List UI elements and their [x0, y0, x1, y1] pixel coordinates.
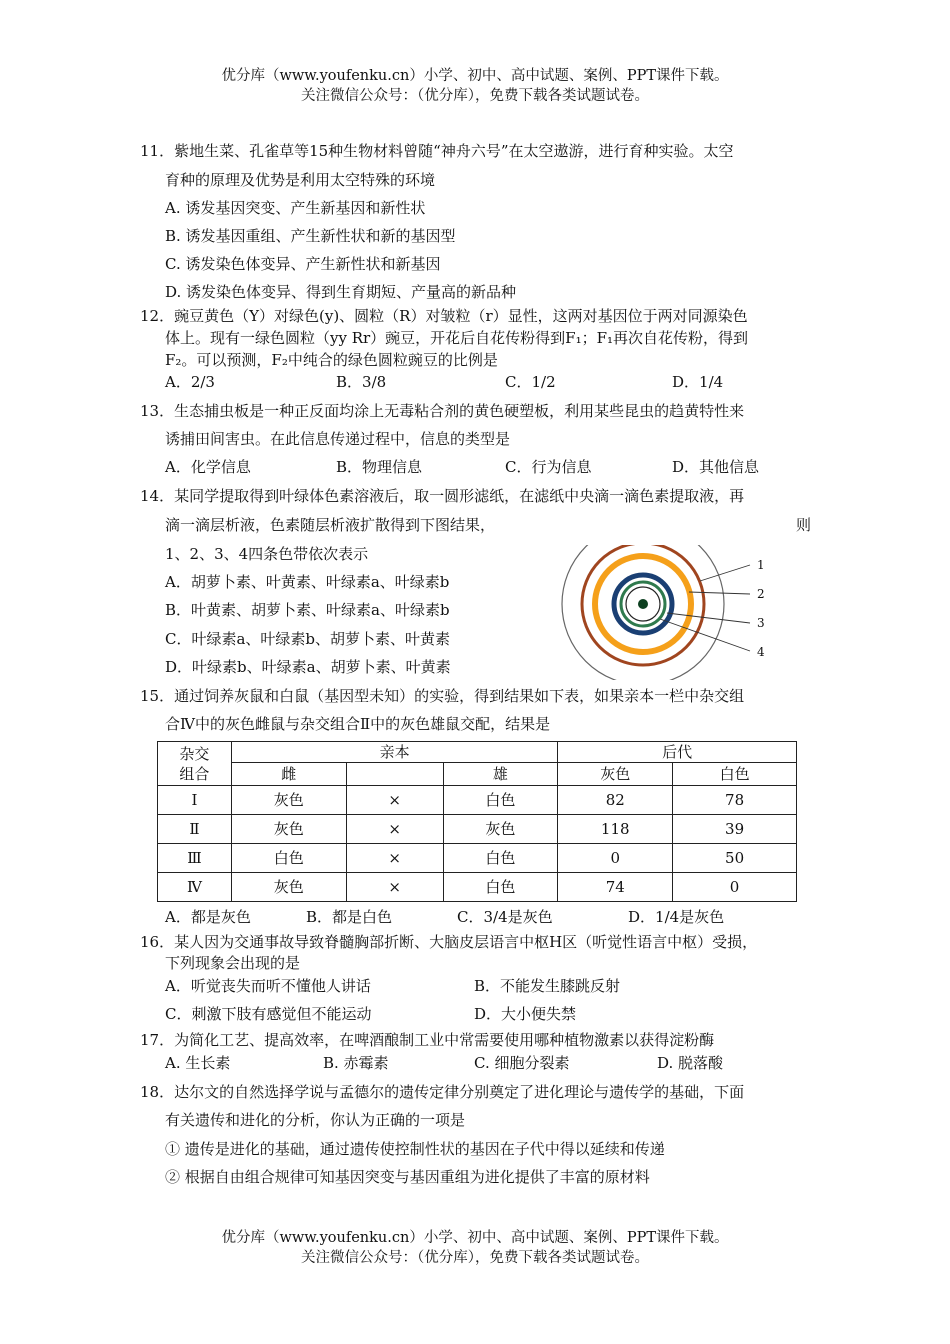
- table-row: [158, 844, 797, 873]
- q12-option-c[interactable]: C．1/2: [505, 373, 556, 391]
- q13-stem-line-2: 诱捕田间害虫。在此信息传递过程中，信息的类型是: [165, 430, 511, 448]
- q16-option-a[interactable]: A．听觉丧失而听不懂他人讲话: [165, 977, 371, 995]
- q14-option-d[interactable]: D．叶绿素b、叶绿素a、胡萝卜素、叶黄素: [165, 658, 451, 676]
- band-label-3: 3: [757, 616, 765, 630]
- q14-option-a[interactable]: A．胡萝卜素、叶黄素、叶绿素a、叶绿素b: [165, 573, 450, 591]
- q16-option-b[interactable]: B．不能发生膝跳反射: [474, 977, 621, 995]
- q18-stem-line-2: 有关遗传和进化的分析，你认为正确的一项是: [165, 1111, 466, 1129]
- cell-male: 白色: [443, 844, 558, 873]
- cell-group: Ⅳ: [158, 873, 232, 902]
- cell-white-count: 50: [673, 844, 797, 873]
- q12-stem-line-3: F₂。可以预测，F₂中纯合的绿色圆粒豌豆的比例是: [165, 351, 498, 369]
- q11-stem-line-2: 育种的原理及优势是利用太空特殊的环境: [165, 171, 436, 189]
- q17-option-a[interactable]: A. 生长素: [165, 1054, 231, 1072]
- q13-option-d[interactable]: D．其他信息: [672, 458, 760, 476]
- cross-results-table: [157, 741, 797, 902]
- header-white: 白色: [673, 763, 797, 786]
- band-label-4: 4: [757, 645, 765, 659]
- q13-stem-line-1: 13．生态捕虫板是一种正反面均涂上无毒粘合剂的黄色硬塑板，利用某些昆虫的趋黄特性来: [140, 402, 745, 420]
- q17-option-c[interactable]: C. 细胞分裂素: [474, 1054, 570, 1072]
- origin-spot: [638, 599, 648, 609]
- footer-line-2: 关注微信公众号：（优分库），免费下载各类试题试卷。: [301, 1250, 649, 1266]
- q14-option-b[interactable]: B．叶黄素、胡萝卜素、叶绿素a、叶绿素b: [165, 601, 450, 619]
- header-parents: 亲本: [231, 742, 557, 763]
- cell-female: 灰色: [231, 873, 346, 902]
- leader-line-2: [689, 592, 750, 594]
- cell-cross: ×: [346, 844, 443, 873]
- header-line-2: 关注微信公众号：（优分库），免费下载各类试题试卷。: [301, 88, 649, 104]
- q15-option-d[interactable]: D．1/4是灰色: [628, 908, 725, 926]
- header-line-1: 优分库（www.youfenku.cn）小学、初中、高中试题、案例、PPT课件下载。: [221, 68, 729, 84]
- q16-option-c[interactable]: C．刺激下肢有感觉但不能运动: [165, 1005, 372, 1023]
- q12-option-a[interactable]: A．2/3: [165, 373, 215, 391]
- q18-stem-line-1: 18．达尔文的自然选择学说与孟德尔的遗传定律分别奠定了进化理论与遗传学的基础，下面: [140, 1083, 745, 1101]
- footer-line-1: 优分库（www.youfenku.cn）小学、初中、高中试题、案例、PPT课件下载。: [221, 1230, 729, 1246]
- q17-option-d[interactable]: D. 脱落酸: [657, 1054, 724, 1072]
- cell-female: 灰色: [231, 786, 346, 815]
- header-gray: 灰色: [558, 763, 673, 786]
- cell-group: Ⅰ: [158, 786, 232, 815]
- q15-stem-line-2: 合Ⅳ中的灰色雌鼠与杂交组合Ⅱ中的灰色雄鼠交配，结果是: [165, 715, 551, 733]
- q15-option-c[interactable]: C．3/4是灰色: [457, 908, 553, 926]
- q14-option-c[interactable]: C．叶绿素a、叶绿素b、胡萝卜素、叶黄素: [165, 630, 451, 648]
- q13-option-a[interactable]: A．化学信息: [165, 458, 251, 476]
- cell-male: 白色: [443, 873, 558, 902]
- q11-option-c[interactable]: C. 诱发染色体变异、产生新性状和新基因: [165, 255, 441, 273]
- cell-female: 灰色: [231, 815, 346, 844]
- q14-stem-line-2: 滴一滴层析液，色素随层析液扩散得到下图结果，: [165, 516, 496, 534]
- cell-gray-count: 82: [558, 786, 673, 815]
- cell-white-count: 39: [673, 815, 797, 844]
- leader-line-1: [700, 565, 750, 581]
- header-blank: [346, 763, 443, 786]
- cell-cross: ×: [346, 786, 443, 815]
- header-offspring: 后代: [558, 742, 797, 763]
- table-row: [158, 815, 797, 844]
- cell-gray-count: 118: [558, 815, 673, 844]
- band-label-1: 1: [757, 558, 765, 572]
- q15-option-b[interactable]: B．都是白色: [306, 908, 393, 926]
- q18-statement-1: ① 遗传是进化的基础，通过遗传使控制性状的基因在子代中得以延续和传递: [165, 1140, 665, 1158]
- cell-group: Ⅲ: [158, 844, 232, 873]
- header-male: 雄: [443, 763, 558, 786]
- cell-gray-count: 0: [558, 844, 673, 873]
- cell-white-count: 0: [673, 873, 797, 902]
- q11-stem-line-1: 11．紫地生菜、孔雀草等15种生物材料曾随“神舟六号”在太空遨游，进行育种实验。太空: [140, 142, 734, 160]
- cell-gray-count: 74: [558, 873, 673, 902]
- table-header-row-1: [158, 742, 797, 763]
- cell-female: 白色: [231, 844, 346, 873]
- q16-stem-line-2: 下列现象会出现的是: [165, 954, 301, 972]
- q16-stem-line-1: 16．某人因为交通事故导致脊髓胸部折断、大脑皮层语言中枢H区（听觉性语言中枢）受损，: [140, 933, 758, 951]
- q13-option-b[interactable]: B．物理信息: [336, 458, 423, 476]
- q12-stem-line-2: 体上。现有一绿色圆粒（yy Rr）豌豆，开花后自花传粉得到F₁；F₁再次自花传粉，得到: [165, 329, 749, 347]
- q15-stem-line-1: 15．通过饲养灰鼠和白鼠（基因型未知）的实验，得到结果如下表，如果亲本一栏中杂交组: [140, 687, 745, 705]
- cell-white-count: 78: [673, 786, 797, 815]
- q16-option-d[interactable]: D．大小便失禁: [474, 1005, 577, 1023]
- table-row: [158, 873, 797, 902]
- cell-male: 白色: [443, 786, 558, 815]
- q11-option-a[interactable]: A. 诱发基因突变、产生新基因和新性状: [165, 199, 426, 217]
- cell-male: 灰色: [443, 815, 558, 844]
- q14-stem-line-1: 14．某同学提取得到叶绿体色素溶液后，取一圆形滤纸，在滤纸中央滴一滴色素提取液，再: [140, 487, 745, 505]
- q11-option-b[interactable]: B. 诱发基因重组、产生新性状和新的基因型: [165, 227, 456, 245]
- q12-option-b[interactable]: B．3/8: [336, 373, 387, 391]
- q14-stem-then: 则: [796, 516, 812, 534]
- q14-stem-line-3: 1、2、3、4四条色带依次表示: [165, 545, 369, 563]
- q13-option-c[interactable]: C．行为信息: [505, 458, 592, 476]
- leader-line-4: [660, 619, 750, 651]
- q11-option-d[interactable]: D. 诱发染色体变异、得到生育期短、产量高的新品种: [165, 283, 517, 301]
- table-row: [158, 786, 797, 815]
- q17-option-b[interactable]: B. 赤霉素: [323, 1054, 389, 1072]
- header-female: 雌: [231, 763, 346, 786]
- band-label-2: 2: [757, 587, 765, 601]
- leader-line-3: [667, 613, 750, 623]
- q12-stem-line-1: 12．豌豆黄色（Y）对绿色(y)、圆粒（R）对皱粒（r）显性，这两对基因位于两对同源染色: [140, 307, 748, 325]
- table-header-row-2: [158, 763, 797, 786]
- q18-statement-2: ② 根据自由组合规律可知基因突变与基因重组为进化提供了丰富的原材料: [165, 1168, 650, 1186]
- q15-option-a[interactable]: A．都是灰色: [165, 908, 251, 926]
- cell-cross: ×: [346, 873, 443, 902]
- q17-stem: 17．为简化工艺、提高效率，在啤酒酿制工业中常需要使用哪种植物激素以获得淀粉酶: [140, 1031, 715, 1049]
- cell-cross: ×: [346, 815, 443, 844]
- header-cross-group: 杂交 组合: [158, 742, 232, 786]
- chromatography-figure: [560, 545, 780, 680]
- cell-group: Ⅱ: [158, 815, 232, 844]
- q12-option-d[interactable]: D．1/4: [672, 373, 724, 391]
